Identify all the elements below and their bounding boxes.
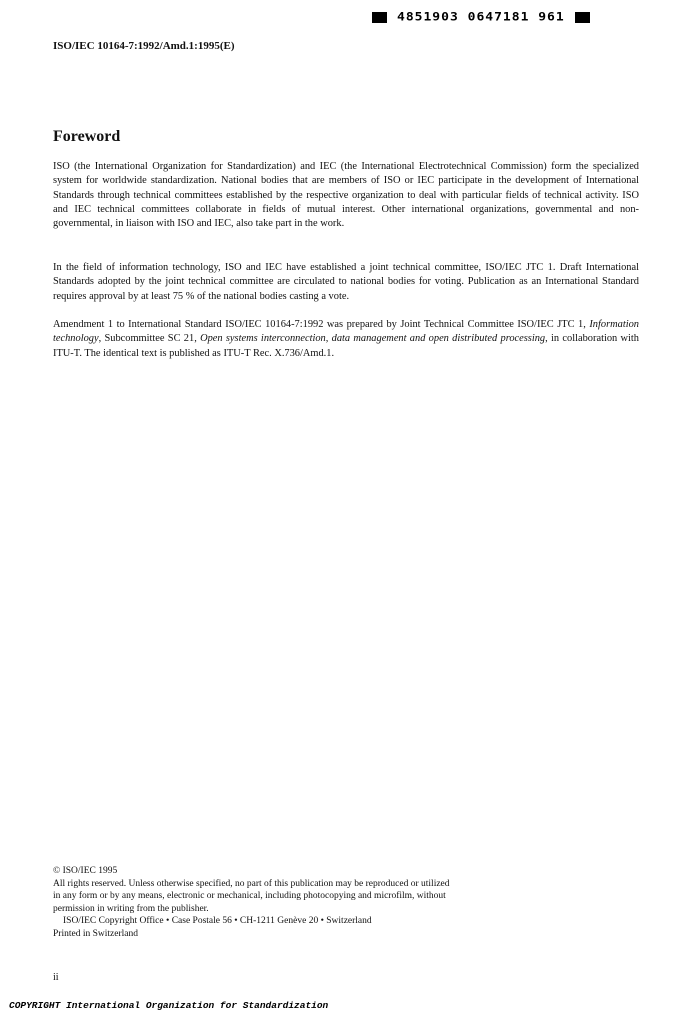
copyright-notice: [53, 865, 453, 941]
barcode-text: 4851903 0647181 961: [397, 10, 565, 24]
paragraph-3-text-a: Amendment 1 to International Standard ISO/IEC 10164-7:1992 was prepared by Joint Technical Committee ISO/IEC JTC 1,: [53, 319, 590, 330]
copyright-line: © ISO/IEC 1995: [53, 866, 118, 876]
foreword-paragraph-3: [53, 318, 639, 361]
document-reference: ISO/IEC 10164-7:1992/Amd.1:1995(E): [53, 40, 235, 52]
paragraph-3-text-b: , Subcommittee SC 21,: [98, 333, 201, 345]
barcode-header: [372, 9, 590, 25]
committee-name: Information technology: [53, 319, 639, 345]
barcode-block-left: [372, 12, 387, 23]
rights-statement: All rights reserved. Unless otherwise specified, no part of this publication may be reproduced or utilized in any form or by any means, electronic or mechanical, including photocopying and microfilm, without permission in writing from the publisher.: [53, 878, 450, 914]
printed-in: Printed in Switzerland: [53, 928, 138, 939]
copyright-stamp: COPYRIGHT International Organization for Standardization: [9, 1000, 329, 1011]
foreword-title: Foreword: [53, 128, 121, 145]
foreword-paragraph-2: In the field of information technology, ISO and IEC have established a joint technical committee, ISO/IEC JTC 1. Draft International Standards adopted by the joint technical committee are circulated to national bodies for voting. Publication as an International Standard requires approval by at least 75 % of the national bodies casting a vote.: [53, 262, 639, 302]
subcommittee-name: Open systems interconnection, data management and open distributed processing: [200, 333, 546, 345]
paragraph-3-text-c: , in collaboration with ITU-T. The identical text is published as ITU-T Rec. X.736/Amd.1.: [53, 333, 639, 359]
copyright-office-address: ISO/IEC Copyright Office • Case Postale 56 • CH-1211 Genève 20 • Switzerland: [63, 916, 372, 927]
page-number: ii: [53, 972, 59, 983]
barcode-block-right: [575, 12, 590, 23]
foreword-paragraph-1: ISO (the International Organization for Standardization) and IEC (the International Electrotechnical Commission) form the specialized system for worldwide standardization. National bodies that are members of ISO or IEC participate in the development of International Standards through technical committees established by the respective organization to deal with particular fields of technical activity. ISO and IEC technical committees collaborate in fields of mutual interest. Other international organizations, governmental and non-governmental, in liaison with ISO and IEC, also take part in the work.: [53, 161, 639, 230]
